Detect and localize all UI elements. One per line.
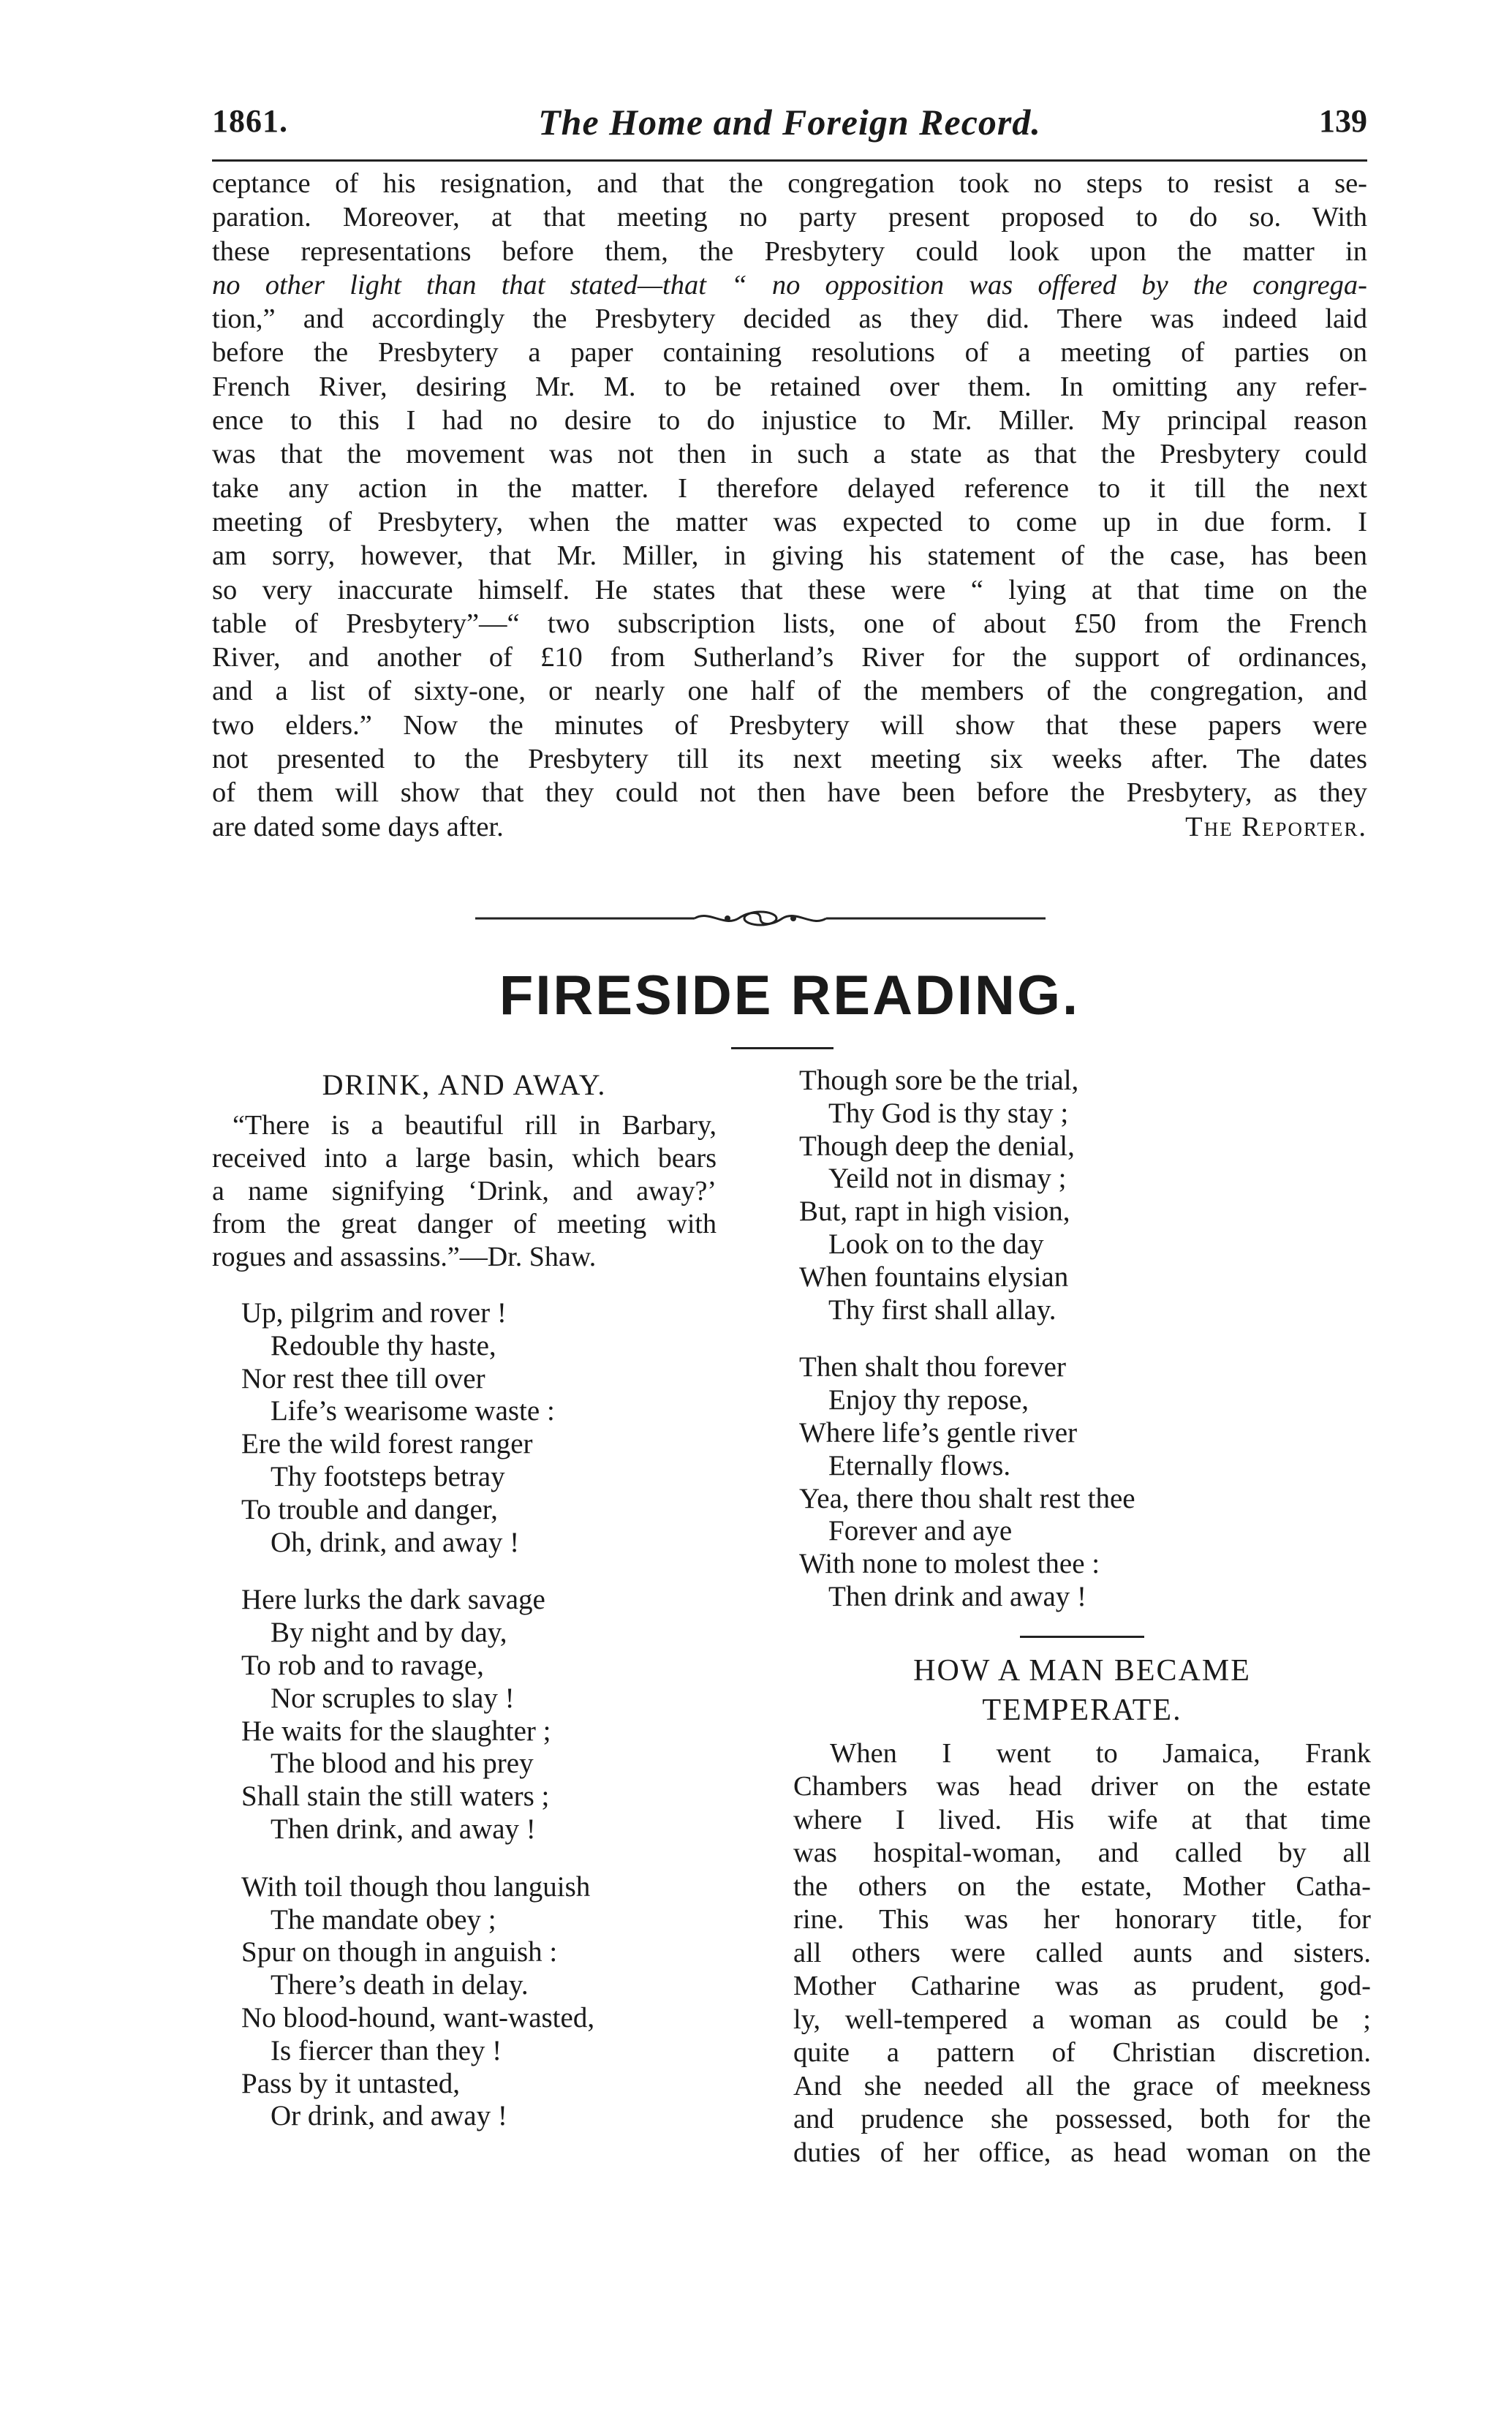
- verse-line: Then drink and away !: [828, 1580, 1087, 1612]
- article-line: duties of her office, as head woman on the: [793, 2137, 1371, 2168]
- verse-line: Look on to the day: [828, 1228, 1044, 1260]
- verse-line: Pass by it untasted,: [241, 2067, 460, 2099]
- section-title: FIRESIDE READING.: [499, 964, 1081, 1027]
- verse-line: When fountains elysian: [799, 1261, 1069, 1293]
- verse-line: Oh, drink, and away !: [271, 1526, 520, 1558]
- epigraph-line: received into a large basin, which bears: [212, 1143, 717, 1174]
- letter-line: these representations before them, the Presbytery could look upon the matter in: [212, 235, 1367, 267]
- poem-stanza: [212, 1871, 717, 2133]
- verse-line: There’s death in delay.: [271, 1969, 529, 2001]
- letter-line: take any action in the matter. I therefore delayed reference to it till the next: [212, 472, 1367, 504]
- article-line: the others on the estate, Mother Catha-: [793, 1870, 1371, 1902]
- verse-line: Is fiercer than they !: [271, 2034, 502, 2066]
- verse-line: Enjoy thy repose,: [828, 1384, 1029, 1416]
- left-column: [212, 1065, 717, 2133]
- letter-final-line: [212, 810, 1367, 844]
- verse-line: Ere the wild forest ranger: [241, 1428, 533, 1460]
- letter-line: two elders.” Now the minutes of Presbytery will show that these papers were: [212, 709, 1367, 741]
- poem-epigraph: [212, 1109, 717, 1274]
- letter-line: paration. Moreover, at that meeting no party present proposed to do so. With: [212, 202, 1367, 233]
- verse-line: With none to molest thee :: [799, 1548, 1100, 1580]
- article-line: Chambers was head driver on the estate: [793, 1771, 1371, 1802]
- letter-text: [212, 167, 1367, 844]
- epigraph-line: from the great danger of meeting with: [212, 1209, 717, 1239]
- verse-line: The mandate obey ;: [271, 1903, 496, 1936]
- epigraph-line: “There is a beautiful rill in Barbary,: [233, 1110, 717, 1141]
- verse-line: Then shalt thou forever: [799, 1351, 1066, 1383]
- article-rule: [1020, 1636, 1144, 1638]
- article-line: rine. This was her honorary title, for: [793, 1904, 1371, 1936]
- verse-line: No blood-hound, want-wasted,: [241, 2001, 595, 2034]
- letter-line: ceptance of his resignation, and that the congregation took no steps to resist a se-: [212, 168, 1367, 199]
- header-year: 1861.: [212, 103, 288, 139]
- verse-line: Spur on though in anguish :: [241, 1936, 558, 1968]
- epigraph-line: rogues and assassins.”—Dr. Shaw.: [212, 1242, 597, 1272]
- verse-line: Yeild not in dismay ;: [828, 1163, 1067, 1195]
- poem-stanza: [212, 1297, 717, 1559]
- letter-line: are dated some days after.: [212, 811, 504, 842]
- verse-line: Thy God is thy stay ;: [828, 1097, 1069, 1129]
- letter-line: tion,” and accordingly the Presbytery decided as they did. There was indeed laid: [212, 303, 1367, 335]
- verse-line: Though sore be the trial,: [799, 1065, 1079, 1096]
- verse-line: Redouble thy haste,: [271, 1329, 496, 1362]
- article-line: quite a pattern of Christian discretion.: [793, 2037, 1371, 2069]
- verse-line: But, rapt in high vision,: [799, 1196, 1070, 1228]
- article-line: When I went to Jamaica, Frank: [830, 1737, 1371, 1769]
- letter-signature: The Reporter.: [1185, 811, 1367, 842]
- verse-line: Though deep the denial,: [799, 1130, 1075, 1162]
- ornament-divider: [475, 904, 1046, 933]
- verse-line: Shall stain the still waters ;: [241, 1781, 550, 1813]
- letter-line: meeting of Presbytery, when the matter was expected to come up in due form. I: [212, 506, 1367, 537]
- article-line: where I lived. His wife at that time: [793, 1804, 1371, 1835]
- letter-line: of them will show that they could not then have been before the Presbytery, as they: [212, 777, 1367, 809]
- poem-stanza: [793, 1351, 1371, 1613]
- letter-line: ence to this I had no desire to do injustice to Mr. Miller. My principal reason: [212, 405, 1367, 437]
- letter-line: before the Presbytery a paper containing resolutions of a meeting of parties on: [212, 337, 1367, 369]
- journal-title: The Home and Foreign Record.: [538, 102, 1041, 143]
- article-line: was hospital-woman, and called by all: [793, 1838, 1371, 1869]
- verse-line: With toil though thou languish: [241, 1870, 591, 1903]
- verse-line: Yea, there thou shalt rest thee: [799, 1482, 1135, 1514]
- verse-line: Forever and aye: [828, 1515, 1013, 1547]
- verse-line: Nor rest thee till over: [241, 1362, 485, 1394]
- poem-title: DRINK, AND AWAY.: [322, 1068, 607, 1101]
- verse-line: Where life’s gentle river: [799, 1416, 1078, 1449]
- header-rule: [212, 159, 1367, 162]
- article-body: [793, 1737, 1371, 2170]
- article-line: all others were called aunts and sisters.: [793, 1937, 1371, 1968]
- letter-line: so very inaccurate himself. He states that these were “ lying at that time on the: [212, 574, 1367, 605]
- letter-line: River, and another of £10 from Sutherland’s River for the support of ordinances,: [212, 642, 1367, 673]
- verse-line: The blood and his prey: [271, 1748, 534, 1780]
- article-line: ly, well-tempered a woman as could be ;: [793, 2004, 1371, 2035]
- letter-line: no other light than that stated—that “ no opposition was offered by the congrega-: [212, 269, 1367, 301]
- article-title-line: TEMPERATE.: [982, 1693, 1182, 1727]
- verse-line: Or drink, and away !: [271, 2100, 507, 2132]
- article-line: And she needed all the grace of meekness: [793, 2070, 1371, 2102]
- letter-line: and a list of sixty-one, or nearly one half of the members of the congregation, and: [212, 676, 1367, 707]
- article-line: and prudence she possessed, both for the: [793, 2104, 1371, 2135]
- verse-line: Here lurks the dark savage: [241, 1584, 545, 1616]
- verse-line: Up, pilgrim and rover !: [241, 1297, 507, 1329]
- verse-line: Eternally flows.: [828, 1449, 1011, 1481]
- verse-line: He waits for the slaughter ;: [241, 1715, 551, 1747]
- article-line: Mother Catharine was as prudent, god-: [793, 1971, 1371, 2002]
- article-title: [793, 1651, 1371, 1730]
- section-rule: [731, 1047, 834, 1049]
- page-number: 139: [1319, 103, 1367, 139]
- letter-line: French River, desiring Mr. M. to be retained over them. In omitting any refer-: [212, 371, 1367, 402]
- poem-stanza: [212, 1584, 717, 1846]
- verse-line: By night and by day,: [271, 1617, 507, 1649]
- letter-line: was that the movement was not then in such a state as that the Presbytery could: [212, 439, 1367, 470]
- poem-stanza: [793, 1065, 1371, 1326]
- verse-line: Thy first shall allay.: [828, 1294, 1056, 1326]
- letter-line: am sorry, however, that Mr. Miller, in giving his statement of the case, has been: [212, 540, 1367, 572]
- verse-line: Life’s wearisome waste :: [271, 1395, 555, 1427]
- article-title-line: HOW A MAN BECAME: [913, 1653, 1251, 1688]
- verse-line: Then drink, and away !: [271, 1813, 536, 1845]
- letter-line: not presented to the Presbytery till its next meeting six weeks after. The dates: [212, 744, 1367, 775]
- verse-line: Nor scruples to slay !: [271, 1682, 515, 1714]
- right-column: [793, 1065, 1371, 2170]
- running-header: [212, 102, 1367, 154]
- verse-line: To trouble and danger,: [241, 1493, 498, 1525]
- verse-line: To rob and to ravage,: [241, 1649, 484, 1681]
- epigraph-line: a name signifying ‘Drink, and away?’: [212, 1176, 717, 1206]
- verse-line: Thy footsteps betray: [271, 1460, 505, 1492]
- letter-line: table of Presbytery”—“ two subscription lists, one of about £50 from the French: [212, 608, 1367, 639]
